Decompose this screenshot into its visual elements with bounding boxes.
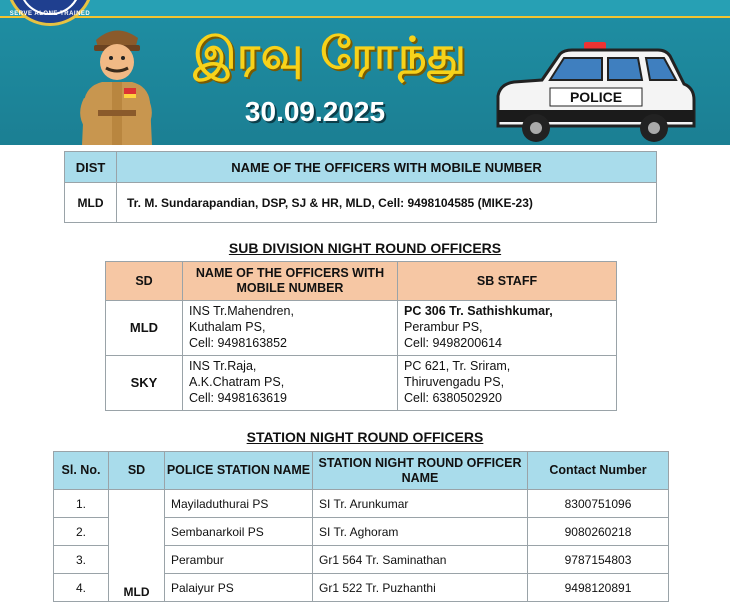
column-header: NAME OF THE OFFICERS WITH MOBILE NUMBER	[183, 262, 398, 301]
staff-cell-number: Cell: 6380502920	[404, 391, 502, 405]
banner-title: இரவு ரோந்து	[193, 28, 467, 79]
officer-cell: SI Tr. Arunkumar	[313, 490, 528, 518]
table-row	[54, 490, 669, 518]
staff-cell-number: Cell: 9498200614	[404, 336, 502, 350]
table-header-row	[106, 262, 617, 301]
staff-station: Thiruvengadu PS,	[404, 375, 505, 389]
contact-cell: 9787154803	[528, 546, 669, 574]
staff-name: PC 621, Tr. Sriram,	[404, 359, 511, 373]
officer-cell: SI Tr. Aghoram	[313, 518, 528, 546]
officer-cell: Tr. M. Sundarapandian, DSP, SJ & HR, MLD, Cell: 9498104585 (MIKE-23)	[117, 183, 657, 223]
column-header: SD	[106, 262, 183, 301]
staff-cell	[398, 301, 617, 356]
officer-cell-number: Cell: 9498163619	[189, 391, 287, 405]
station-cell: Perambur	[165, 546, 313, 574]
officer-station: Kuthalam PS,	[189, 320, 266, 334]
column-header: NAME OF THE OFFICERS WITH MOBILE NUMBER	[117, 152, 657, 183]
station-table	[53, 451, 669, 602]
officer-name: INS Tr.Raja,	[189, 359, 257, 373]
station-cell: Palaiyur PS	[165, 574, 313, 602]
serial-cell: 4.	[54, 574, 109, 602]
column-header: DIST	[65, 152, 117, 183]
column-header: SD	[109, 452, 165, 490]
car-label: POLICE	[569, 89, 623, 105]
header-banner	[0, 0, 730, 145]
serial-cell: 2.	[54, 518, 109, 546]
staff-cell	[398, 356, 617, 411]
officer-cell: Gr1 564 Tr. Saminathan	[313, 546, 528, 574]
emblem-text: SERVE ALONE TRAINED	[9, 11, 91, 17]
officer-name: INS Tr.Mahendren,	[189, 304, 294, 318]
table-header-row	[65, 152, 657, 183]
officer-cell: Gr1 522 Tr. Puzhanthi	[313, 574, 528, 602]
banner-date: 30.09.2025	[244, 96, 386, 127]
table-row	[65, 183, 657, 223]
sd-group-cell: MLD	[109, 490, 165, 602]
column-header: Sl. No.	[54, 452, 109, 490]
police-officer-icon	[68, 18, 164, 145]
officer-cell-number: Cell: 9498163852	[189, 336, 287, 350]
police-car-icon	[488, 40, 700, 144]
officer-cell	[183, 356, 398, 411]
column-header: SB STAFF	[398, 262, 617, 301]
serial-cell: 3.	[54, 546, 109, 574]
subdivision-heading: SUB DIVISION NIGHT ROUND OFFICERS	[228, 240, 502, 256]
serial-cell: 1.	[54, 490, 109, 518]
staff-station: Perambur PS,	[404, 320, 483, 334]
staff-name: PC 306 Tr. Sathishkumar,	[404, 304, 553, 318]
officer-cell	[183, 301, 398, 356]
station-cell: Mayiladuthurai PS	[165, 490, 313, 518]
banner-top-strip	[0, 0, 730, 18]
officer-station: A.K.Chatram PS,	[189, 375, 285, 389]
station-heading: STATION NIGHT ROUND OFFICERS	[246, 429, 484, 445]
contact-cell: 9498120891	[528, 574, 669, 602]
dist-cell: MLD	[65, 183, 117, 223]
sd-cell: MLD	[106, 301, 183, 356]
column-header: POLICE STATION NAME	[165, 452, 313, 490]
station-cell: Sembanarkoil PS	[165, 518, 313, 546]
contact-cell: 9080260218	[528, 518, 669, 546]
subdivision-table	[105, 261, 617, 411]
sd-cell: SKY	[106, 356, 183, 411]
table-header-row	[54, 452, 669, 490]
table-row	[106, 356, 617, 411]
column-header: STATION NIGHT ROUND OFFICER NAME	[313, 452, 528, 490]
contact-cell: 8300751096	[528, 490, 669, 518]
table-row	[106, 301, 617, 356]
column-header: Contact Number	[528, 452, 669, 490]
district-officer-table	[64, 151, 657, 223]
